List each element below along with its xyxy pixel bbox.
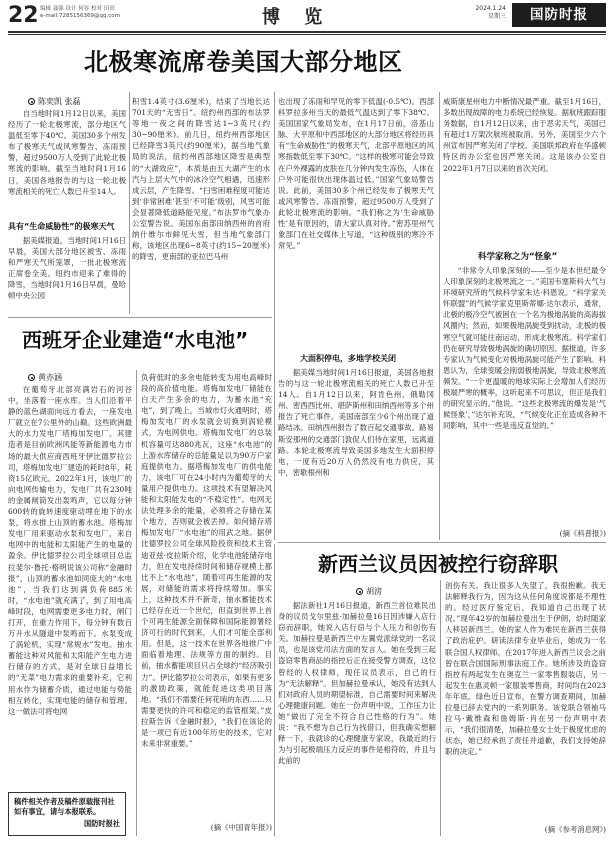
article1-col3: 也出现了冻雨和罕见的零下低温(-0.5℃)。西部科罗拉多州当天的最低气温达到了零下38℃。美国国家气象局发布，在1月17日前，洛基山脉、大平原和中西部地区的大部分地区将经历具有“生命威胁性”的极寒天气，北部平原地区的风寒指数低至零下30℃。“这样的极寒可能会导致在户外裸露的皮肤在几分钟内发生冻伤，人体在户外可能很快出现体温过低。”国家气象局警告说。此前，美国30多个州已经发布了极寒天气或风寒警告、冻雨预警，超过9500万人受到了此轮北极寒流的影响。“我们称之为‘生命威胁性’是有原因的，请大家认真对待。”密苏里州气象部门在社交媒体上写道，“这种级别的寒冷不常见。” xyxy=(278,97,434,251)
article1-subheading-3: 科学家称之为“怪象” xyxy=(478,252,558,262)
article2-col2: 负荷低时的多余电能转变为用电高峰时段的高价值电能。塔梅加发电厂储能在白天产生多余的电力，为蓄水池“充电”，到了晚上，当城市灯火通明时，塔梅加发电厂的水泵就会切换到涡轮模式，为电网供电。塔梅加发电厂的总装机容量可达880兆瓦，这座“水电池”的上游水库储存的总能量足以为90万户家庭提供电力。据塔梅加发电厂的供电能力，该电厂可在24小时内为葡萄牙的大量用户提供电力。这项技术有望解决风能和太阳能发电的“不稳定性”。电网无法处理多余的能量，必须将之存储在某个地方，否则就会被丢掉。如何储存塔梅加发电厂“水电池”的用武之地。据伊比德罗拉公司全球风险投资和技术主管迪亚兹·皮拉斯介绍，化学电池能储存电力，但在发电持续时间和储存规模上都比不上“水电池”，随着可再生能源的发展，对储能的需求将持续增加。事实上，这种技术并不新奇，抽水蓄能技术已经存在近一个世纪，但直到世界上首个可再生能源全面保障和国际能源署经济可行的时代到来，人们才可能全部利用。但是，这一技术在世界各地推广中面临着地理、法规等方面的制约。目前，抽水蓄能项目只占全球约“经济吸引力”。伊比德罗拉公司表示，如果有更多的激励政策，就能促进这类项目落地。“我们不需要任何花哨的东西……只需要更快的许可和稳定的监管框架。”皮拉斯告诉《金融时报》，“我们在该论的是一项已有近100年历史的技术，它对未来非常重要。” xyxy=(141,373,272,749)
article1-subheading-2: 大面积停电，多地学校关闭 xyxy=(300,354,396,363)
page-number: 22 xyxy=(8,3,39,28)
article2-byline xyxy=(28,372,62,383)
column-divider xyxy=(440,580,441,836)
byline-bullet-icon xyxy=(356,588,363,595)
article2-source: (摘《中国青年报》) xyxy=(210,823,272,832)
section-title: 博 览 xyxy=(262,7,332,28)
copyright-notice xyxy=(8,792,126,836)
article3-col2: 创伤有关。我让很多人失望了，我很抱歉。我无法解释我行为，因为这从任何角度说都是不理性的。经过医疗鉴定后，我知道自己出现了状况。”现年42岁的加赫拉曼出生于伊朗，幼时随家人移居新西兰。她的家人作为难民在新西兰获得了政治庇护。研读法律专业毕业后，她成为一名联合国人权律师。在2017年进入新西兰议会之前曾在联合国国际刑事法庭工作。她所涉及的盗窃指控有两起发生在奥克兰一家零售服装店，另一起发生在惠灵顿一家服装零售商，时间均在2023年年底。绿色近日宣布，在警方调查期间，加赫拉曼已辞去党内的一系列职务。该党联合领袖马拉马·戴维森和詹姆斯·肖在另一份声明中表示，“我们很清楚，加赫拉曼女士处于极度忧虑的状态，她已经承担了责任并道歉，我们支持她辞职的决定。” xyxy=(445,581,606,757)
issue-date-value: 2024.1.24 xyxy=(475,5,506,12)
article1-col4-top: 威斯康星州电力中断情况最严重。截至1月16日，多数出现故障的电力系统已经恢复。据航班跟踪服务数据，自1月12日以来，由于恶劣天气，美国已有超过1万架次航班被取消。另外，美国至少六个州宣布因严寒关闭了学校。美国联邦政府在华盛顿特区的办公室也因严寒关闭。这是该办公室自2022年1月7日以来的首次关闭。 xyxy=(443,97,606,173)
article1-subheading-1: 具有“生命威胁性”的极寒天气 xyxy=(8,222,115,231)
column-divider xyxy=(274,92,275,540)
article1-col1-top: 自当地时间1月12日以来，美国经历了一轮北极寒流，部分地区气温低至零下40℃。美国30多个州发布了极寒天气或风寒警告、冻雨预警，超过9500万人受到了此轮北极寒流的影响。截至当地时间1月16日，美国各地报告的与这一轮北极寒流相关的死亡人数已升至14人。 xyxy=(8,109,126,196)
section-divider xyxy=(278,542,606,543)
article2-headline: 西班牙企业建造“水电池” xyxy=(22,328,249,352)
article1-col1-bottom: 据美媒报道，当地时间1月16日早晨，美国大部分地区被雪、冻雨和严寒天气所笼罩，一批北极寒流正席卷全美。纽约市迎来了难得的降雪，当地时间1月16日早晨，曼哈顿中央公园 xyxy=(8,236,126,301)
masthead xyxy=(0,0,612,34)
article1-author: 陈奕凯 张磊 xyxy=(38,97,81,106)
issue-weekday: 星期三 xyxy=(487,13,506,20)
article2-col1: 在葡萄牙北部亮满岩石的河谷中，坐落着一座水库。当人们沿着平静的蓝色湖面向远方看去，一座发电厂就立在7公里外的山巅。这些欧洲最大的水力发电厂塔梅加发电厂。其建造者是目前欧洲风能等新能源电力市场的最大供应商西班牙伊比德罗拉公司，塔梅加发电厂建造的耗时8年，耗资15亿欧元。2022年1月，该电厂的向电网传输电力，发电厂共有230吨的金属闸筒发出轰鸣声，它以每分钟600转的旋转速度驱动埋在地下的水泵，将水推上山顶的蓄水池。塔梅加发电厂用来驱动水泵和发电厂，来自电网中的电能和太阳能产生的电量的盈余。伊比德罗拉公司全球项目总监拉斐尔·鲁托·格明说该公司称“金融时报”，山顶的蓄水池如同庞大的“水电池”，当我们达到满负荷885米时，“水电池”就充满了，到了用电高峰时段，电网需要更多电力时，闸门打开，在重力作用下，每分钟有数百万升水从隧道中泵鸣而下。水泵变成了涡轮机，实现“常规水”发电。抽水蓄能这种对风能和太阳能产生电力进行储存的方式，是对全球日益增长的“无菜”电力需求的重要补充，它利用水作为储蓄介质，通过电能与势能相互转化，实现电能的储存和管理。这一做法可将电网 xyxy=(8,385,132,716)
article3-headline: 新西兰议员因被控行窃辞职 xyxy=(318,552,558,576)
editor-credits-email: e-mail:7285156369@qq.com xyxy=(40,13,120,19)
section-divider xyxy=(8,317,272,318)
article1-byline xyxy=(28,96,81,107)
editor-credits xyxy=(40,6,120,20)
masthead-rule-thin xyxy=(8,34,606,35)
column-divider xyxy=(129,92,130,314)
copyright-notice-text: 稿件相关作者及稿件原载报刊社如有事宜，请与本报联系。 xyxy=(14,797,115,816)
article1-col3-bottom: 据美媒当地时间1月16日报道，美国各地报告的与这一轮北极寒流相关的死亡人数已升至14人。自1月12日以来，阿肯色州、俄勒冈州、密西西比州、堪萨斯州和田纳西州等多个州报告了死亡事件。美国南部至少6个州出现了道路结冰。田纳西州报告了数百起交通事故。路易斯安那州的交通部门敦促人们待在家里，远离道路。本轮北极寒流导致美国多地发生大面积停电，一度有近20万人仍然没有电力供应，其中，密歇根州和 xyxy=(278,368,434,477)
article1-col2: 积雪1.4英寸(3.6厘米)，结束了当地长达701天的“无雪日”。纽约州西部的布法罗等地一夜之间的降雪达1~3英尺(约30~90厘米)。前几日，纽约州西部地区已经降雪3英尺(约90厘米)，据当地气象局的说法，纽约州西部地区降雪是典型的“大湖效应”，本质是由五大湖产生的水汽与上层大气中的冰冷空气相遇，迅速形成云层，产生降雪。“扫雪困难程度可能达到‘非常困难’甚至‘不可能’级别，风雪可能会显著降低道路能见度。”布法罗市气象办公室警告说。美国东南部田纳西州的首府纳什维尔市鲜见大雪，但当地气象部门称，该地区出现6~8英寸(约15~20厘米)的降雪，更南部的亚拉巴马州 xyxy=(132,97,270,262)
column-divider xyxy=(136,370,137,836)
copyright-notice-org: 国防时报社 xyxy=(84,819,120,828)
article3-source: (摘《参考消息网》) xyxy=(544,825,606,834)
article1-source: (摘《科普报》) xyxy=(559,529,606,538)
byline-bullet-icon xyxy=(28,374,35,381)
article2-author: 黄亦涵 xyxy=(38,373,62,382)
column-divider xyxy=(439,92,440,540)
article3-author: 胡滂 xyxy=(366,587,382,596)
editor-credits-names: 编辑 聂强 设计 何容 校对 田田 xyxy=(40,6,115,12)
article1-headline: 北极寒流席卷美国大部分地区 xyxy=(84,48,403,76)
article3-col1: 据法新社1月16日报道，新西兰首位难民出身的议员戈尔里兹·加赫拉曼16日因涉嫌入店行窃而辞职，她说入店行窃与个人压力和创伤有关。加赫拉曼是新西兰中左翼党派绿党的一名议员，也是该党司法方面的发言人。她在受到三起盗窃零售商品的指控后正在接受警方调查，这位曾经的人权律师，现任议员表示，自己的行为“无法解释”。但加赫拉曼承认，她没有达到人们对政府人员的期望标准，自己需要时间来解决心理健康问题。她在一份声明中说，工作压力让她“做出了完全不符合自己性格的行为”。她说：“我不想为自己行为找借口，但我确实想解释一下，我就诊的心理健康专家说，我最近的行为与引起极端压力反应的事件是相符的，并且与此前的 xyxy=(278,601,436,766)
byline-bullet-icon xyxy=(28,98,35,105)
issue-date xyxy=(472,5,506,21)
column-divider xyxy=(274,544,275,836)
masthead-rule-thick xyxy=(8,31,606,33)
newspaper-logo: 国防时报 xyxy=(512,3,606,27)
article3-byline xyxy=(356,586,382,597)
article1-col4-bottom: “非常令人印象深刻的——至少是本世纪最令人印象深刻的北极寒流之一。”美国韦塞斯科大气与环境研究所的气候科学家朱达·科恩说。“科学家关怀联盟”的气候学家克里斯蒂娜·达尔表示，通常，北极的极冷空气被困在一个名为极地涡旋的高海拔风圈内；然而，如果极地涡旋受到扰动，北极的极寒空气就可能往南运动，形成北极寒流。科学家们仍在研究导致极地涡旋的确切原因。据报道，许多专家认为气候变化对极地涡旋可能产生了影响。科恩认为，全球变暖会削弱极地涡旋，导致北极寒流频发。“一个更温暖的地球实际上会增加人们经历极端严寒的概率，这听起来不可思议，但正是我们的研究显示的。”他说。“这些北极寒流的爆发是‘气候怪象’，”达尔补充说，“气候变化正在造成各种不同影响，其中一些是违反直觉的。” xyxy=(443,266,606,431)
